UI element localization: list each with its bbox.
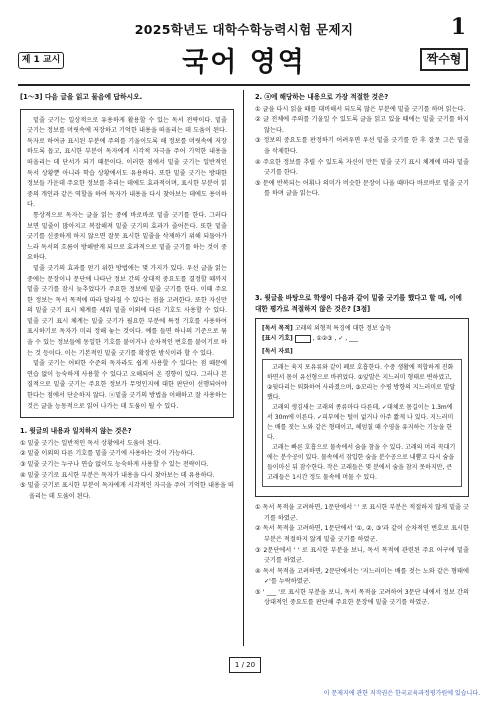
passage-paragraph: 밑줄 긋기의 효과를 얻기 위한 방법에는 몇 가지가 있다. 우선 글을 읽는 중에는 문장이나 문단에 나타난 정보 간의 상대적 중요도를 결정할 때까지 밑줄 긋기를 잠시 늦추었다가 주요한 정보에 밑줄 긋기를 한다. 이때 주요한 정보는 독서 목적에 따라 달라질 수 있다는 점을 고려한다. 또한 자신만의 밑줄 긋기 표시 체계를 세워 밑줄 이외에 다른 기호도 사용할 수 있다. 밑줄 긋기 표시 체계는 밑줄 긋기가 필요한 부분에 특정 기호를 사용하여 표시하기로 독자가 미리 정해 놓는 것이다. 예를 들면 하나의 기준으로 묶을 수 있는 정보들에 동일한 기호를 붙이거나 순차적인 번호를 붙이기로 하는 것 등이다. 이는 기본적인 밑줄 긋기를 확장한 방식이라 할 수 있다.: [27, 264, 227, 357]
passage-paragraph: 밑줄 긋기는 어떠한 수준의 독자라도 쉽게 사용할 수 있다는 점 때문에 연습 없이 능숙하게 사용할 수 있다고 오해되어 온 경향이 있다. 그러나 본질적으로 밑줄 긋기는 주요한 정보가 무엇인지에 대한 판단이 선행되어야 한다는 점에서 단순하지 않다. ⓐ밑줄 긋기의 방법을 이해하고 잘 사용하는 것은 글을 능동적으로 읽어 나가는 데 도움이 될 수 있다.: [27, 360, 227, 410]
question-2: [255, 92, 469, 200]
question-3: [255, 293, 469, 609]
material-label: [독서 자료]: [262, 348, 293, 356]
passage-paragraph: 밑줄 긋기는 일상적으로 유용하게 활용할 수 있는 독서 전략이다. 밑줄 긋기는 정보를 머릿속에 저장하고 기억한 내용을 떠올리는 데 도움이 된다. 독자로 하여금 표시된 부분에 주의를 기울이도록 해 정보를 머릿속에 저장하도록 돕고, 표시한 부분이 독자에게 시각적 자극을 주어 기억한 내용을 떠올리는 데 단서가 되기 때문이다. 이러한 점에서 밑줄 긋기는 일반적인 독서 상황뿐 아니라 학습 상황에서도 유용하다. 또한 밑줄 긋기는 방대한 정보들 가운데 주요한 정보를 추리는 데에도 효과적이며, 표시한 부분이 읽중의 개인과 같은 역할을 하여 독자가 내용을 다시 찾아보는 데에도 용이하다.: [27, 116, 227, 209]
passage-paragraph: 통상적으로 독자는 글을 읽는 중에 바로바로 밑줄 긋기를 한다. 그러다 보면 밑줄이 많아지고 복잡해져 밑줄 긋기의 효과가 줄어든다. 또한 밑줄 긋기를 신중하게 하지 않으면 잘못 표시한 밑줄을 삭제하기 위해 되돌아가느라 독서의 흐름이 방해받게 되므로 효과적으로 밑줄 긋기를 하는 것이 중요하다.: [27, 211, 227, 262]
example-box: [255, 318, 469, 497]
column-divider: [243, 90, 244, 646]
answer-option[interactable]: ④ 주요한 정보를 추릴 수 있도록 자신이 만든 밑줄 긋기 표시 체계에 따라 밑줄 긋기를 한다.: [255, 158, 469, 177]
answer-option[interactable]: ① 글을 다시 읽을 때를 대비해서 되도록 많은 부분에 밑줄 긋기를 하며 읽는다.: [255, 105, 466, 113]
answer-option[interactable]: ① 밑줄 긋기는 일반적인 독서 상황에서 도움이 된다.: [20, 439, 161, 447]
question-stem: 3. 윗글을 바탕으로 학생이 다음과 같이 밑줄 긋기를 했다고 할 때, 이에 대한 평가로 적절하지 않은 것은? [3점]: [255, 293, 462, 313]
answer-option[interactable]: ② 독서 목적을 고려하면, 1문단에서 '①, ②, ③'과 같이 순차적인 번호로 표시한 부분은 적절하지 않게 밑줄 긋기를 하였군.: [255, 525, 469, 543]
reading-passage: [20, 109, 234, 419]
header-rule: [18, 84, 470, 86]
material-paragraph: 고래는 빠른 호흡으로 물속에서 숨을 참을 수 있다. 고래의 머리 꼭대기에는 분수공이 있다. 물속에서 잠입한 숨을 분수공으로 내뿜고 다시 숨을 들이마신 뒤 잠수한다. 작은 고래들은 몇 분에서 숨을 참지 못하지만, 큰 고래들은 1시간 정도 물속에 머물 수 있다.: [267, 444, 456, 482]
answer-option[interactable]: ① 독서 목적을 고려하면, 1문단에서 ' ' 로 표시한 부분은 적절하지 않게 밑줄 긋기를 하였군.: [255, 504, 469, 522]
answer-option[interactable]: ② 밑줄 이외의 다른 기호를 밑줄 긋기에 사용하는 것이 가능하다.: [20, 450, 195, 458]
answer-option[interactable]: ④ 독서 목적을 고려하면, 2문단에서는 '지느러미는 배를 젓는 노와 같은 형태에 ✓'를 누락하였군.: [255, 567, 469, 586]
period-badge: 제 1 교시: [18, 52, 64, 69]
answer-option[interactable]: ③ 정보의 중요도를 판정하기 어려우면 우선 밑줄 긋기를 한 후 잘못 그은 밑줄을 삭제한다.: [255, 137, 469, 155]
answer-option[interactable]: ⑤ 문에 반복되는 어휘나 의미가 비슷한 문장이 나올 때마다 바로바로 밑줄 긋기를 하며 글을 읽는다.: [255, 179, 469, 198]
subject-title: 국어 영역: [182, 47, 306, 78]
answer-option[interactable]: ⑤ 밑줄 긋기로 표시한 부분이 독자에게 시각적인 자극을 주어 기억한 내용을 떠올리는 데 도움이 된다.: [20, 482, 234, 500]
page-indicator: 1 / 20: [229, 657, 261, 673]
box-mark-icon: [295, 335, 311, 343]
exam-title: 2025학년도 대학수학능력시험 문제지: [134, 22, 354, 37]
left-column: [20, 92, 234, 502]
notation-label: [표시 기호]: [262, 335, 293, 343]
purpose-label: [독서 목적]: [262, 325, 293, 333]
question-1: [20, 426, 234, 502]
answer-option[interactable]: ⑤ ' ___ '로 표시한 부분을 보니, 독서 목적을 고려하여 3문단 내에서 정보 간의 상대적인 중요도를 판단해 주요한 문장에 밑줄 긋기를 하였군.: [255, 588, 469, 607]
question-stem: 1. 윗글의 내용과 일치하지 않는 것은?: [20, 427, 132, 436]
answer-option[interactable]: ④ 밑줄 긋기로 표시한 부분은 독자가 내용을 다시 찾아보는 데 유용하다.: [20, 471, 215, 479]
material-paragraph: 고래는 육지 포유류와 같이 폐로 호흡한다. 수중 생활에 적합하게 진화하면서 몸이 유선형으로 바뀌었다. ①앞발은 지느러미 형태로 변하였고, ②뒷다리는 퇴화하여 사라졌으며, ③꼬리는 수평 방향의 지느러미로 발달했다.: [267, 364, 456, 402]
copyright-notice: 이 문제지에 관한 저작권은 한국교육과정평가원에 있습니다.: [323, 690, 480, 697]
booklet-type-badge: 짝수형: [420, 48, 468, 71]
material-paragraph: 고래의 생김새는 고래의 종류마다 다른데, ✓대체로 몸길이는 1.3m에서 30m에 이른다. ✓피부에는 털이 없거나 아주 짧게 나 있다. 지느러미는 배를 젓는 노와 같은 형태이고, 헤엄칠 때 수영을 유지하는 기능을 한다.: [267, 404, 454, 442]
reading-material: [262, 359, 462, 487]
answer-option[interactable]: ② 글 전체에 주의를 기울일 수 있도록 글을 읽고 있을 때에는 밑줄 긋기를 하지 않는다.: [255, 116, 469, 134]
notation-text: , ①②③ , ✓ , ___: [312, 335, 359, 343]
question-stem: 2. ⓐ에 해당하는 내용으로 가장 적절한 것은?: [255, 93, 389, 101]
purpose-text: 고래의 외형적 특징에 대한 정보 습득: [294, 325, 392, 333]
answer-option[interactable]: ③ 밑줄 긋기는 누구나 연습 없이도 능숙하게 사용할 수 있는 전략이다.: [20, 461, 209, 468]
instruction: [1～3] 다음 글을 읽고 물음에 답하시오.: [20, 93, 143, 101]
page-number: 1: [450, 14, 466, 40]
answer-option[interactable]: ③ 2문단에서 ' ' 로 표시한 부분을 보니, 독서 목적에 관련된 주요 어구에 밑줄 긋기를 하였군.: [255, 546, 469, 565]
right-column: [255, 92, 469, 609]
